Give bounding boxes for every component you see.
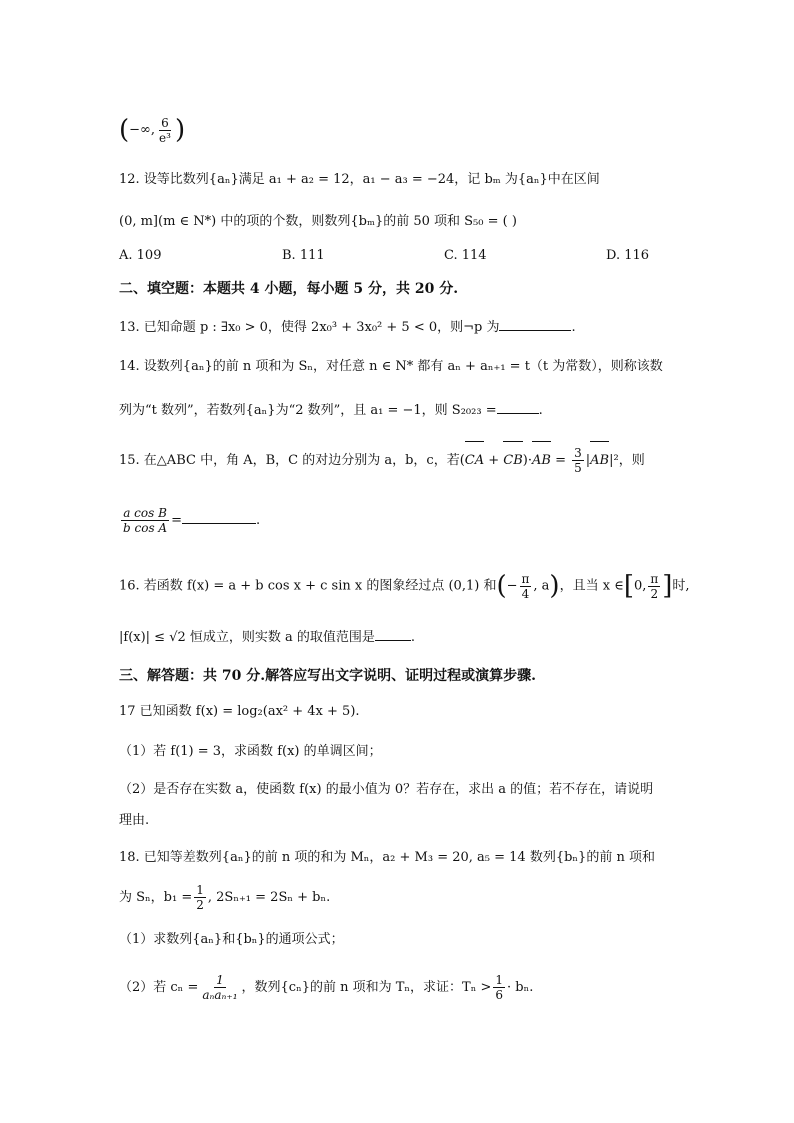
plus: + (484, 453, 504, 468)
answer-blank (497, 399, 539, 414)
q16-line1 (119, 568, 690, 605)
q13-text: 13. 已知命题 p : ∃x₀ > 0，使得 2x₀³ + 3x₀² + 5 < 0，则¬p 为 (119, 320, 500, 335)
q16-line2 (119, 626, 415, 648)
q12-option-a: A. 109 (119, 248, 162, 263)
q12-option-c: C. 114 (444, 248, 487, 263)
point-a: , a (533, 578, 550, 594)
q13 (119, 316, 576, 338)
q18-part2 (119, 970, 533, 1006)
q15-line1: 15. 在△ABC 中，角 A，B，C 的对边分别为 a，b，c，若(CA + CB)·AB = $\frac{3}{5}$ |AB|²，则 (119, 446, 645, 475)
fraction-1-2: $\frac{1}{2}$ (196, 883, 204, 912)
equals: = (171, 513, 182, 528)
dot: )· (522, 453, 533, 468)
fraction-1-6: $\frac{1}{6}$ (495, 973, 504, 1002)
vector-cb: CB (503, 446, 523, 476)
q15-end: . (256, 513, 261, 528)
q14-end: . (538, 403, 543, 418)
answer-blank (375, 626, 411, 641)
q18-line2 (119, 882, 330, 914)
paren-right: ) (549, 571, 560, 601)
fraction-3-5: $\frac{3}{5}$ (574, 446, 582, 475)
interval-start: −∞, (129, 122, 156, 138)
q12-line1: 12. 设等比数列{aₙ}满足 a₁ + a₂ = 12，a₁ − a₃ = −24，记 bₘ 为{aₙ}中在区间 (119, 172, 600, 187)
fraction-pi-2: $\frac{\pi}{2}$ (650, 571, 659, 601)
q17-line1: 17 已知函数 f(x) = log₂(ax² + 4x + 5). (119, 704, 360, 719)
q14-text: 列为“t 数列”，若数列{aₙ}为“2 数列”，且 a₁ = −1，则 S₂₀₂₃ = (119, 403, 497, 418)
q16-text: 16. 若函数 f(x) = a + b cos x + c sin x 的图象经过点 (0,1) 和 (119, 578, 497, 594)
q14-line1: 14. 设数列{aₙ}的前 n 项和为 Sₙ，对任意 n ∈ N* 都有 aₙ + aₙ₊₁ = t（t 为常数），则称该数 (119, 359, 663, 374)
q12-option-d: D. 116 (606, 248, 650, 263)
q15-tail: ²，则 (613, 453, 645, 468)
q16-mid: ，且当 x ∈ (559, 578, 624, 594)
q18-line2-post: , 2Sₙ₊₁ = 2Sₙ + bₙ. (207, 890, 331, 905)
vector-ca: CA (465, 446, 484, 476)
section-3-heading: 三、解答题：共 70 分.解答应写出文字说明、证明过程或演算步骤. (119, 668, 536, 684)
q16-line1-end: 时, (672, 578, 690, 594)
equals: = (550, 453, 571, 468)
q17-part2-line2: 理由. (119, 813, 150, 828)
q18-part2-pre: （2）若 cₙ = (119, 980, 199, 995)
q15-text: 15. 在△ABC 中，角 A，B，C 的对边分别为 a，b，c，若( (119, 453, 465, 468)
q13-end: . (571, 320, 576, 335)
fraction: $\frac{6}{\text{e³}}$ (159, 115, 171, 145)
section-2-heading: 二、填空题：本题共 4 小题，每小题 5 分，共 20 分. (119, 281, 459, 297)
q16-end: . (410, 630, 416, 645)
q18-line2-pre: 为 Sₙ，b₁ = (119, 890, 193, 905)
answer-blank (182, 509, 256, 524)
q17-part2-line1: （2）是否存在实数 a，使函数 f(x) 的最小值为 0？若存在，求出 a 的值；若不存在，请说明 (119, 782, 654, 797)
q18-line1: 18. 已知等差数列{aₙ}的前 n 项的和为 Mₙ，a₂ + M₃ = 20, a₅ = 14 数列{bₙ}的前 n 项和 (119, 850, 655, 865)
fraction-c-n: $\frac{1}{\text{aₙaₙ₊₁}}$ (202, 973, 238, 1002)
q12-line2: (0, m](m ∈ N*) 中的项的个数，则数列{bₘ}的前 50 项和 S₅₀ = ( ) (119, 214, 517, 229)
q18-part2-end: · bₙ. (507, 980, 534, 995)
paren-left: ( (119, 115, 130, 145)
answer-blank (499, 316, 571, 331)
vector-ab: AB (532, 446, 551, 476)
q18-part1: （1）求数列{aₙ}和{bₙ}的通项公式； (119, 932, 344, 947)
q12-option-b: B. 111 (282, 248, 325, 263)
bracket-left: [ (623, 571, 634, 601)
q17-part1: （1）若 f(1) = 3，求函数 f(x) 的单调区间； (119, 744, 382, 759)
q16-text2: |f(x)| ≤ √2 恒成立，则实数 a 的取值范围是 (119, 630, 375, 645)
minus: − (506, 578, 518, 594)
bracket-right: ] (662, 571, 673, 601)
paren-right: ) (174, 115, 186, 145)
fraction-pi-4: $\frac{\pi}{4}$ (521, 571, 530, 601)
fraction-acosb-bcosa: $\frac{\text{a cos B}}{\text{b cos A}}$ (123, 506, 168, 535)
vector-ab-abs: AB (590, 446, 609, 476)
q18-part2-mid: ，数列{cₙ}的前 n 项和为 Tₙ，求证：Tₙ > (241, 980, 492, 995)
interval-start: 0, (633, 578, 647, 594)
paren-left: ( (496, 571, 507, 601)
previous-answer-fragment (119, 112, 185, 149)
q15-line2 (119, 504, 260, 538)
q14-line2 (119, 399, 543, 421)
